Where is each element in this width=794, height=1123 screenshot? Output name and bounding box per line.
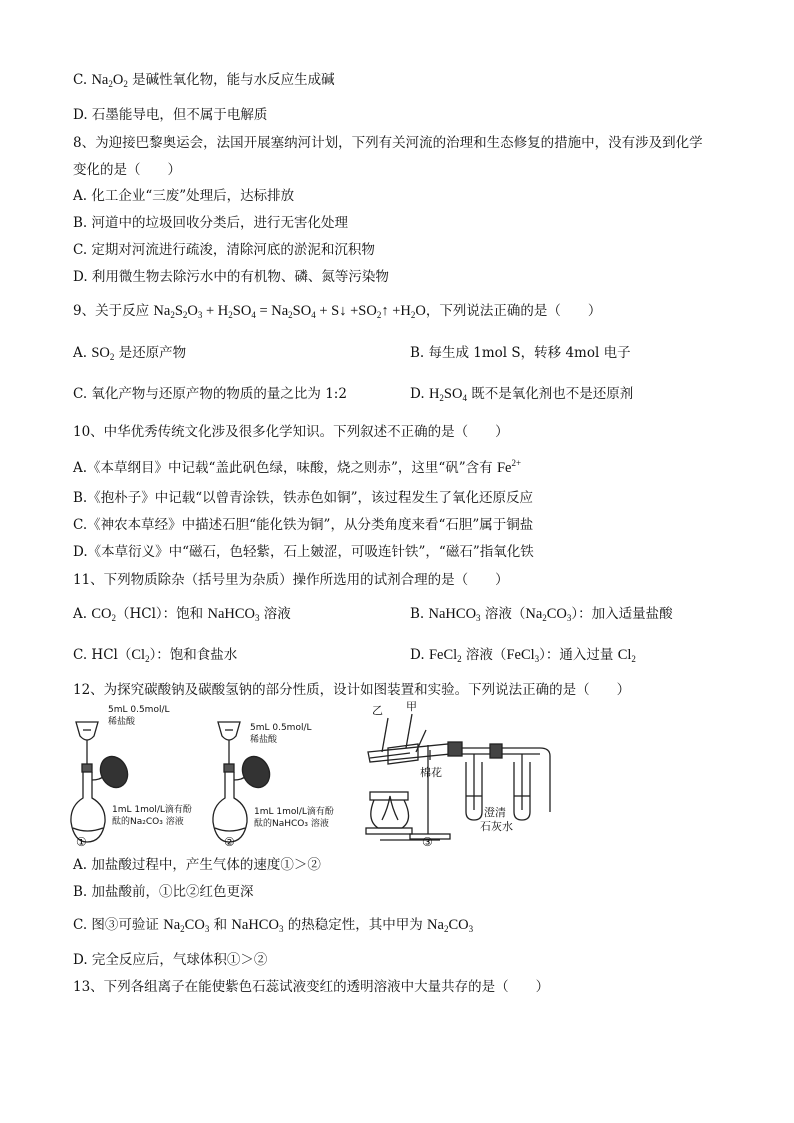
fig1-solution-label-2: 酞的Na₂CO₃ 溶液 [112,817,184,827]
fig3-label-lime-2: 石灰水 [480,820,513,833]
q9-stem: 9、关于反应 $Na_2S_2O_3 + H_2SO_4 = Na_2SO_4$ + S↓ $+SO_2↑ +H_2O$，下列说法正确的是（ ） [73,303,602,320]
q10-stem: 10、中华优秀传统文化涉及很多化学知识。下列叙述不正确的是（ ） [73,424,509,440]
q8-option-c: C. 定期对河流进行疏浚，清除河底的淤泥和沉积物 [73,242,375,258]
fig2-acid-label-1: 5mL 0.5mol/L [250,723,312,733]
fig1-acid-label-1: 5mL 0.5mol/L [108,705,170,715]
q7-option-c: C. $Na_2O_2$ 是碱性氧化物，能与水反应生成碱 [73,72,335,89]
apparatus-3 [366,714,550,840]
q8-option-a: A. 化工企业“三废”处理后，达标排放 [73,188,295,204]
q10-option-c: C.《神农本草经》中描述石胆“能化铁为铜”，从分类角度来看“石胆”属于铜盐 [73,517,534,533]
q10-option-d: D.《本草衍义》中“磁石，色轻紫，石上皴涩，可吸连针铁”，“磁石”指氧化铁 [73,544,534,560]
q10-option-a: A.《本草纲目》中记载“盖此矾色绿，味酸，烧之则赤”，这里“矾”含有 $Fe^{2+}$ [73,458,522,476]
q9-option-d: D. $H_2SO_4$ 既不是氧化剂也不是还原剂 [410,386,634,403]
fig3-label-cotton: 棉花 [420,766,442,779]
fig1-solution-label-1: 1mL 1mol/L滴有酚 [112,805,192,815]
fig2-solution-label-2: 酞的NaHCO₃ 溶液 [254,819,329,829]
q9-option-a: A. $SO_2$ 是还原产物 [73,345,187,362]
q13-stem: 13、下列各组离子在能使紫色石蕊试液变红的透明溶液中大量共存的是（ ） [73,979,550,995]
q9-option-c: C. 氧化产物与还原产物的物质的量之比为 1:2 [73,386,347,402]
q12-option-d: D. 完全反应后，气球体积①＞② [73,952,268,968]
fig2-solution-label-1: 1mL 1mol/L滴有酚 [254,807,334,817]
q11-stem: 11、下列物质除杂（括号里为杂质）操作所选用的试剂合理的是（ ） [73,572,509,588]
q11-option-a: A. $CO_2(HCl)$：饱和 NaHCO$_3$ 溶液 [73,606,291,623]
q7-option-d: D. 石墨能导电，但不属于电解质 [73,107,268,123]
q8-stem-line1: 8、为迎接巴黎奥运会，法国开展塞纳河计划，下列有关河流的治理和生态修复的措施中，没有涉及到化学 [73,135,703,151]
q12-option-c: C. 图③可验证 $Na_2CO_3$ 和 NaHCO$_3$ 的热稳定性，其中甲为 $Na_2CO_3$ [73,917,474,934]
fig1-number: ① [76,835,87,849]
q8-option-d: D. 利用微生物去除污水中的有机物、磷、氮等污染物 [73,269,389,285]
fig3-number: ③ [422,835,433,849]
q12-option-b: B. 加盐酸前，①比②红色更深 [73,884,254,900]
q12-apparatus-figure [70,700,560,850]
q11-option-c: C. $HCl(Cl_2)$：饱和食盐水 [73,647,238,664]
q11-option-b: B. NaHCO$_3$ 溶液$(Na_2CO_3)$：加入适量盐酸 [410,606,673,623]
fig3-label-jia: 甲 [406,700,417,713]
q8-stem-line2: 变化的是（ ） [73,162,181,178]
fig3-label-yi: 乙 [372,704,383,717]
fig2-number: ② [224,835,235,849]
q8-option-b: B. 河道中的垃圾回收分类后，进行无害化处理 [73,215,349,231]
q9-option-b: B. 每生成 1mol S，转移 4mol 电子 [410,345,631,361]
q12-stem: 12、为探究碳酸钠及碳酸氢钠的部分性质，设计如图装置和实验。下列说法正确的是（ ） [73,682,631,698]
fig2-acid-label-2: 稀盐酸 [250,735,278,745]
fig3-label-lime-1: 澄清 [484,806,506,819]
q11-option-d: D. FeCl$_2$ 溶液（FeCl$_3$）：通入过量 $Cl_2$ [410,647,636,664]
fig1-acid-label-2: 稀盐酸 [108,717,136,727]
q10-option-b: B.《抱朴子》中记载“以曾青涂铁，铁赤色如铜”，该过程发生了氧化还原反应 [73,490,534,506]
q12-option-a: A. 加盐酸过程中，产生气体的速度①＞② [73,857,321,873]
